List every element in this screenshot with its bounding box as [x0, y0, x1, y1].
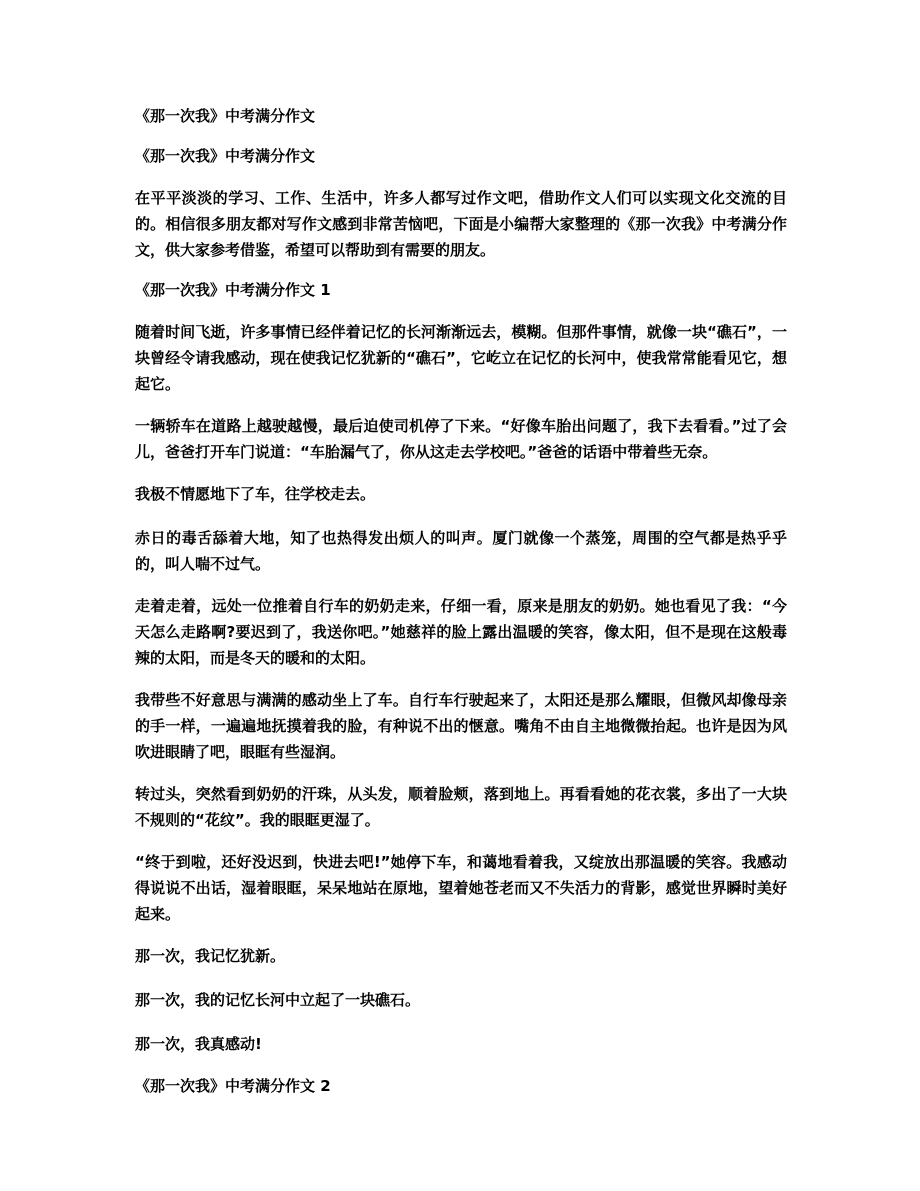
essay-paragraph: 我带些不好意思与满满的感动坐上了车。自行车行驶起来了，太阳还是那么耀眼，但微风却像母亲的手一样，一遍遍地抚摸着我的脸，有种说不出的惬意。嘴角不由自主地微微抬起。也许是因为风吹进眼睛了吧，眼眶有些湿润。: [135, 691, 787, 761]
essay-paragraph: 一辆轿车在道路上越驶越慢，最后迫使司机停了下来。“好像车胎出问题了，我下去看看。”过了会儿，爸爸打开车门说道：“车胎漏气了，你从这走去学校吧。”爸爸的话语中带着些无奈。: [135, 417, 787, 461]
essay-paragraph: 转过头，突然看到奶奶的汗珠，从头发，顺着脸颊，落到地上。再看看她的花衣裳，多出了一大块不规则的“花纹”。我的眼眶更湿了。: [135, 785, 787, 829]
essay-paragraph: 走着走着，远处一位推着自行车的奶奶走来，仔细一看，原来是朋友的奶奶。她也看见了我：“今天怎么走路啊?要迟到了，我送你吧。”她慈祥的脸上露出温暖的笑容，像太阳，但不是现在这般毒辣的太阳，而是冬天的暖和的太阳。: [135, 597, 787, 667]
document-title: 《那一次我》中考满分作文: [135, 107, 316, 125]
essay-paragraph: 我极不情愿地下了车，往学校走去。: [135, 485, 376, 503]
essay-paragraph: “终于到啦，还好没迟到，快进去吧!”她停下车，和蔼地看着我，又绽放出那温暖的笑容。我感动得说说不出话，湿着眼眶，呆呆地站在原地，望着她苍老而又不失活力的背影，感觉世界瞬时美好起来。: [135, 853, 787, 923]
essay-2-heading: 《那一次我》中考满分作文 2: [135, 1077, 331, 1095]
essay-paragraph: 那一次，我的记忆长河中立起了一块礁石。: [135, 991, 421, 1009]
essay-paragraph: 那一次，我真感动!: [135, 1035, 262, 1053]
document-page: [135, 105, 787, 1115]
essay-paragraph: 随着时间飞逝，许多事情已经伴着记忆的长河渐渐远去，模糊。但那件事情，就像一块“礁石”，一块曾经令请我感动，现在使我记忆犹新的“礁石”，它屹立在记忆的长河中，使我常常能看见它，想起它。: [135, 323, 787, 393]
essay-paragraph: 赤日的毒舌舔着大地，知了也热得发出烦人的叫声。厦门就像一个蒸笼，周围的空气都是热乎乎的，叫人喘不过气。: [135, 529, 787, 573]
essay-1-heading: 《那一次我》中考满分作文 1: [135, 281, 331, 299]
document-subtitle: 《那一次我》中考满分作文: [135, 147, 316, 165]
intro-paragraph: 在平平淡淡的学习、工作、生活中，许多人都写过作文吧，借助作文人们可以实现文化交流的目的。相信很多朋友都对写作文感到非常苦恼吧，下面是小编帮大家整理的《那一次我》中考满分作文，供大家参考借鉴，希望可以帮助到有需要的朋友。: [135, 189, 787, 259]
essay-paragraph: 那一次，我记忆犹新。: [135, 947, 286, 965]
